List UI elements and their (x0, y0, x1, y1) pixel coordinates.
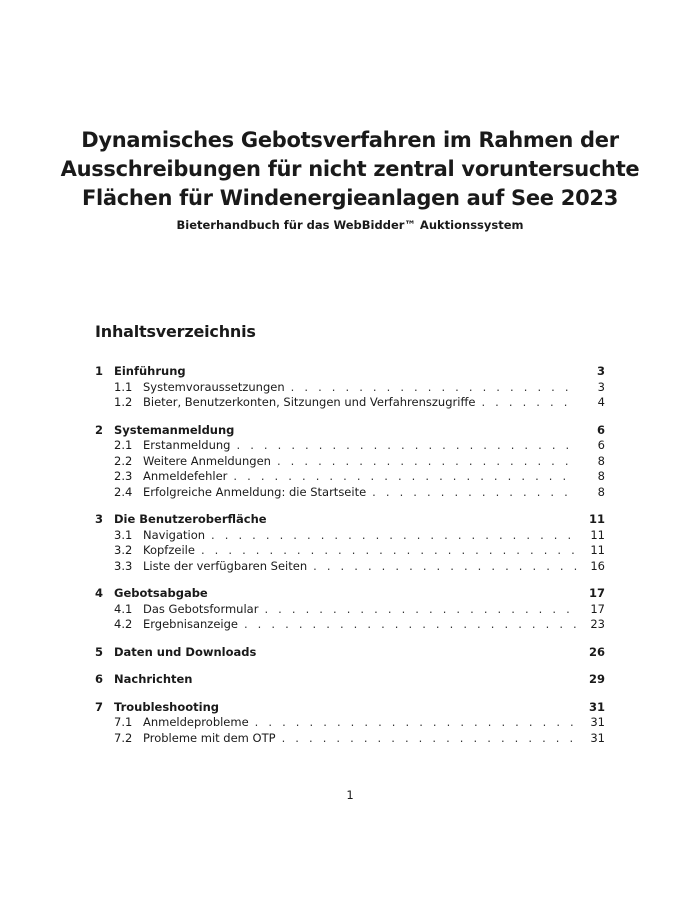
toc-dot-leader (291, 380, 577, 396)
toc-entry-subsection[interactable] (95, 731, 605, 747)
toc-dot-leader (372, 485, 577, 501)
toc-entry-number: 4.2 (114, 617, 133, 631)
toc-section (95, 364, 605, 411)
toc-entry-number: 2.1 (114, 438, 133, 452)
toc-entry-title: Erfolgreiche Anmeldung: die Startseite (143, 484, 367, 499)
toc-entry-number: 2.2 (114, 453, 133, 468)
toc-entry-number: 2 (95, 422, 104, 437)
toc-entry-page: 6 (596, 422, 605, 437)
toc-entry-title: Anmeldeprobleme (143, 715, 249, 729)
table-of-contents (95, 364, 605, 758)
toc-entry-title: Anmeldefehler (143, 469, 228, 483)
toc-entry-title: Gebotsabgabe (114, 586, 208, 600)
toc-section (95, 586, 605, 633)
toc-entry-title: Die Benutzeroberfläche (114, 512, 267, 526)
toc-entry-subsection[interactable] (95, 559, 605, 575)
toc-entry-subsection[interactable] (95, 438, 605, 454)
toc-entry-number: 3.2 (114, 543, 133, 557)
toc-entry-page: 26 (588, 644, 605, 659)
toc-dot-leader (244, 617, 577, 633)
toc-entry-page: 11 (590, 543, 605, 557)
toc-entry-page: 23 (590, 617, 605, 631)
toc-entry-subsection[interactable] (95, 485, 605, 501)
toc-entry-number: 1.1 (114, 379, 133, 394)
toc-section (95, 700, 605, 747)
toc-section (95, 512, 605, 574)
toc-entry-number: 2.3 (114, 469, 133, 483)
toc-entry-subsection[interactable] (95, 543, 605, 559)
toc-entry-title: Kopfzeile (143, 543, 195, 557)
toc-section (95, 672, 605, 688)
toc-entry-page: 8 (597, 453, 605, 468)
toc-dot-leader (264, 602, 577, 618)
toc-entry-title: Ergebnisanzeige (143, 617, 238, 631)
toc-entry-subsection[interactable] (95, 617, 605, 633)
toc-entry-section[interactable] (95, 700, 605, 716)
toc-section (95, 423, 605, 501)
toc-entry-subsection[interactable] (95, 528, 605, 544)
toc-entry-title: Liste der verfügbaren Seiten (143, 558, 308, 573)
toc-entry-title: Navigation (143, 527, 206, 542)
toc-entry-title: Einführung (114, 364, 186, 378)
toc-entry-number: 7.2 (114, 730, 133, 745)
toc-entry-title: Systemanmeldung (114, 422, 235, 437)
document-title: Dynamisches Gebotsverfahren im Rahmen der Ausschreibungen für nicht zentral voruntersuchte Flächen für Windenergieanlagen auf See 2023 (60, 128, 640, 210)
toc-dot-leader (255, 715, 577, 731)
toc-entry-section[interactable] (95, 364, 605, 380)
toc-entry-number: 4.1 (114, 601, 133, 616)
toc-section (95, 645, 605, 661)
toc-dot-leader (481, 395, 577, 411)
toc-entry-number: 5 (95, 644, 104, 659)
toc-dot-leader (313, 559, 577, 575)
toc-entry-number: 3.1 (114, 527, 133, 542)
toc-dot-leader (277, 454, 577, 470)
toc-entry-number: 3 (95, 512, 104, 526)
toc-entry-section[interactable] (95, 672, 605, 688)
toc-entry-subsection[interactable] (95, 454, 605, 470)
toc-entry-subsection[interactable] (95, 395, 605, 411)
toc-entry-page: 31 (588, 699, 605, 714)
toc-entry-section[interactable] (95, 586, 605, 602)
toc-entry-title: Weitere Anmeldungen (143, 453, 271, 468)
toc-entry-title: Bieter, Benutzerkonten, Sitzungen und Verfahrenszugriffe (143, 395, 476, 409)
toc-entry-section[interactable] (95, 512, 605, 528)
toc-heading: Inhaltsverzeichnis (95, 322, 256, 341)
toc-entry-page: 17 (590, 601, 605, 616)
toc-entry-title: Daten und Downloads (114, 644, 257, 659)
toc-entry-page: 8 (597, 484, 605, 499)
toc-entry-number: 2.4 (114, 484, 133, 499)
toc-dot-leader (282, 731, 577, 747)
toc-dot-leader (236, 438, 577, 454)
toc-entry-subsection[interactable] (95, 715, 605, 731)
toc-dot-leader (211, 528, 577, 544)
toc-entry-page: 11 (588, 512, 605, 526)
toc-entry-number: 4 (95, 586, 104, 600)
toc-entry-section[interactable] (95, 423, 605, 439)
toc-entry-title: Das Gebotsformular (143, 601, 259, 616)
toc-entry-subsection[interactable] (95, 469, 605, 485)
toc-entry-number: 3.3 (114, 558, 133, 573)
toc-entry-subsection[interactable] (95, 602, 605, 618)
toc-entry-title: Nachrichten (114, 672, 193, 686)
toc-entry-subsection[interactable] (95, 380, 605, 396)
toc-entry-section[interactable] (95, 645, 605, 661)
toc-dot-leader (233, 469, 577, 485)
toc-entry-page: 17 (588, 586, 605, 600)
toc-entry-page: 11 (590, 527, 605, 542)
toc-entry-page: 4 (597, 395, 605, 409)
toc-entry-number: 7.1 (114, 715, 133, 729)
toc-entry-number: 6 (95, 672, 104, 686)
toc-entry-page: 3 (597, 379, 605, 394)
page-number: 1 (346, 788, 354, 802)
toc-entry-number: 7 (95, 699, 104, 714)
toc-dot-leader (201, 543, 577, 559)
title-block (60, 126, 640, 233)
document-subtitle: Bieterhandbuch für das WebBidder™ Auktionssystem (176, 218, 524, 232)
toc-entry-page: 31 (590, 715, 605, 729)
toc-entry-page: 8 (597, 469, 605, 483)
toc-entry-title: Systemvoraussetzungen (143, 379, 285, 394)
toc-entry-page: 3 (596, 364, 605, 378)
toc-entry-page: 6 (597, 438, 605, 452)
toc-entry-page: 31 (590, 730, 605, 745)
toc-entry-page: 29 (588, 672, 605, 686)
toc-entry-page: 16 (590, 558, 605, 573)
toc-entry-title: Probleme mit dem OTP (143, 730, 276, 745)
toc-entry-title: Erstanmeldung (143, 438, 231, 452)
toc-entry-number: 1.2 (114, 395, 133, 409)
toc-entry-title: Troubleshooting (114, 699, 220, 714)
toc-entry-number: 1 (95, 364, 104, 378)
